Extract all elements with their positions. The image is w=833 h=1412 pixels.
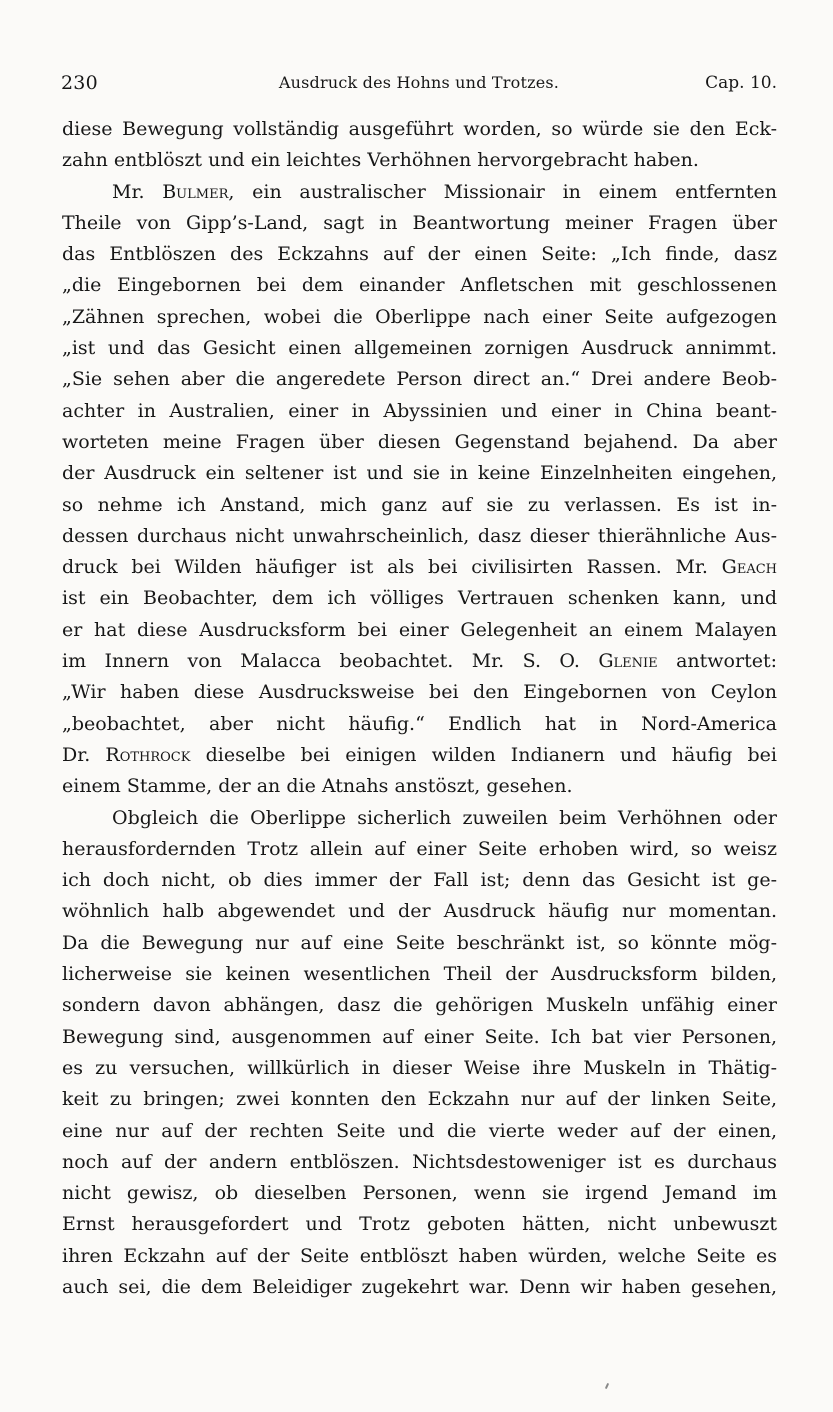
page-number: 230 (61, 72, 98, 94)
text-run: es zu versuchen, willkürlich in dieser Weise ihre Muskeln in Thätig- (62, 1056, 777, 1079)
text-run: antwortet: (657, 650, 777, 673)
text-line (62, 1084, 777, 1115)
text-run: zahn entblöszt und ein leichtes Verhöhnen hervorgebracht haben. (62, 149, 699, 172)
text-run: auch sei, die dem Beleidiger zugekehrt war. Denn wir haben gesehen, (62, 1275, 777, 1298)
text-run: „die Eingebornen bei dem einander Anfletschen mit geschlossenen (62, 274, 777, 297)
text-line (62, 1053, 777, 1084)
text-line (62, 1272, 777, 1303)
text-line (62, 771, 777, 802)
text-run: „beobachtet, aber nicht häufig.“ Endlich hat in Nord-America (62, 712, 777, 735)
small-caps-name: Bulmer (162, 180, 229, 203)
text-run: „ist und das Gesicht einen allgemeinen zornigen Ausdruck annimmt. (62, 337, 777, 360)
text-line (62, 646, 777, 677)
text-run: Mr. (112, 180, 163, 203)
text-line (62, 896, 777, 927)
text-line (62, 270, 777, 301)
text-run: Dr. (62, 743, 106, 766)
page-header (61, 68, 777, 98)
text-run: wöhnlich halb abgewendet und der Ausdruck häufig nur momentan. (62, 900, 777, 923)
text-line (62, 302, 777, 333)
text-line (62, 928, 777, 959)
text-line (62, 208, 777, 239)
text-run: ihren Eckzahn auf der Seite entblöszt haben würden, welche Seite es (62, 1244, 777, 1267)
text-line (62, 709, 777, 740)
text-run: keit zu bringen; zwei konnten den Eckzahn nur auf der linken Seite, (62, 1088, 777, 1111)
text-line (62, 1147, 777, 1178)
text-run: licherweise sie keinen wesentlichen Theil der Ausdrucksform bilden, (62, 963, 777, 986)
small-caps-name: Geach (721, 556, 777, 579)
text-run: Ernst herausgefordert und Trotz geboten hätten, nicht unbewuszt (62, 1213, 777, 1236)
text-run: , ein australischer Missionair in einem entfernten (228, 180, 777, 203)
text-line (62, 364, 777, 395)
text-run: das Entblöszen des Eckzahns auf der einen Seite: „Ich finde, dasz (62, 243, 777, 266)
text-line (62, 458, 777, 489)
text-run: im Innern von Malacca beobachtet. Mr. S. O. (62, 650, 599, 673)
text-run: achter in Australien, einer in Abyssinien und einer in China beant- (62, 399, 777, 422)
text-run: eine nur auf der rechten Seite und die vierte weder auf der einen, (62, 1119, 777, 1142)
text-line (62, 740, 777, 771)
text-line (62, 114, 777, 145)
text-run: Da die Bewegung nur auf eine Seite beschränkt ist, so könnte mög- (62, 931, 777, 954)
text-run: sondern davon abhängen, dasz die gehörigen Muskeln unfähig einer (62, 994, 777, 1017)
text-line (62, 552, 777, 583)
text-line (62, 1209, 777, 1240)
text-run: diese Bewegung vollständig ausgeführt worden, so würde sie den Eck- (62, 118, 777, 140)
text-run: ist ein Beobachter, dem ich völliges Vertrauen schenken kann, und (62, 587, 777, 610)
text-line (62, 1022, 777, 1053)
small-caps-name: Rothrock (105, 743, 191, 766)
text-run: noch auf der andern entblöszen. Nichtsdestoweniger ist es durchaus (62, 1150, 777, 1173)
text-line (62, 427, 777, 458)
text-run: druck bei Wilden häufiger ist als bei civilisirten Rassen. Mr. (62, 556, 722, 579)
text-line (62, 1178, 777, 1209)
text-line (62, 1116, 777, 1147)
text-line (62, 834, 777, 865)
text-line (62, 615, 777, 646)
text-line (62, 1241, 777, 1272)
text-run: einem Stamme, der an die Atnahs anstöszt, gesehen. (62, 775, 573, 798)
text-line (62, 990, 777, 1021)
text-line (62, 583, 777, 614)
text-run: herausfordernden Trotz allein auf einer Seite erhoben wird, so weisz (62, 837, 777, 860)
text-run: nicht gewisz, ob dieselben Personen, wenn sie irgend Jemand im (62, 1182, 777, 1205)
text-line (62, 677, 777, 708)
text-run: dieselbe bei einigen wilden Indianern und häufig bei (190, 743, 778, 766)
text-line (62, 177, 777, 208)
text-line (62, 865, 777, 896)
text-run: Theile von Gipp’s-Land, sagt in Beantwortung meiner Fragen über (62, 211, 777, 234)
text-line (62, 803, 777, 834)
text-run: so nehme ich Anstand, mich ganz auf sie zu verlassen. Es ist in- (62, 493, 777, 516)
text-run: er hat diese Ausdrucksform bei einer Gelegenheit an einem Malayen (62, 618, 777, 641)
text-run: ich doch nicht, ob dies immer der Fall ist; denn das Gesicht ist ge- (62, 869, 777, 892)
text-run: worteten meine Fragen über diesen Gegenstand bejahend. Da aber (62, 430, 777, 453)
text-run: dessen durchaus nicht unwahrscheinlich, dasz dieser thierähnliche Aus- (62, 524, 777, 547)
text-run: „Wir haben diese Ausdrucksweise bei den Eingebornen von Ceylon (62, 681, 777, 704)
text-line (62, 959, 777, 990)
text-line (62, 396, 777, 427)
text-line (62, 521, 777, 552)
text-line (62, 333, 777, 364)
text-line (62, 490, 777, 521)
text-line (62, 239, 777, 270)
text-run: „Zähnen sprechen, wobei die Oberlippe nach einer Seite aufgezogen (62, 305, 777, 328)
small-caps-name: Glenie (598, 650, 658, 673)
chapter-label: Cap. 10. (705, 73, 777, 93)
body-text (62, 114, 777, 1303)
text-line (62, 145, 777, 176)
text-run: Bewegung sind, ausgenommen auf einer Seite. Ich bat vier Personen, (62, 1025, 777, 1048)
running-title: Ausdruck des Hohns und Trotzes. (278, 73, 560, 92)
text-run: „Sie sehen aber die angeredete Person direct an.“ Drei andere Beob- (62, 368, 777, 391)
text-run: der Ausdruck ein seltener ist und sie in keine Einzelnheiten eingehen, (62, 462, 777, 485)
scan-speck (605, 1383, 609, 1389)
text-run: Obgleich die Oberlippe sicherlich zuweilen beim Verhöhnen oder (112, 806, 777, 829)
